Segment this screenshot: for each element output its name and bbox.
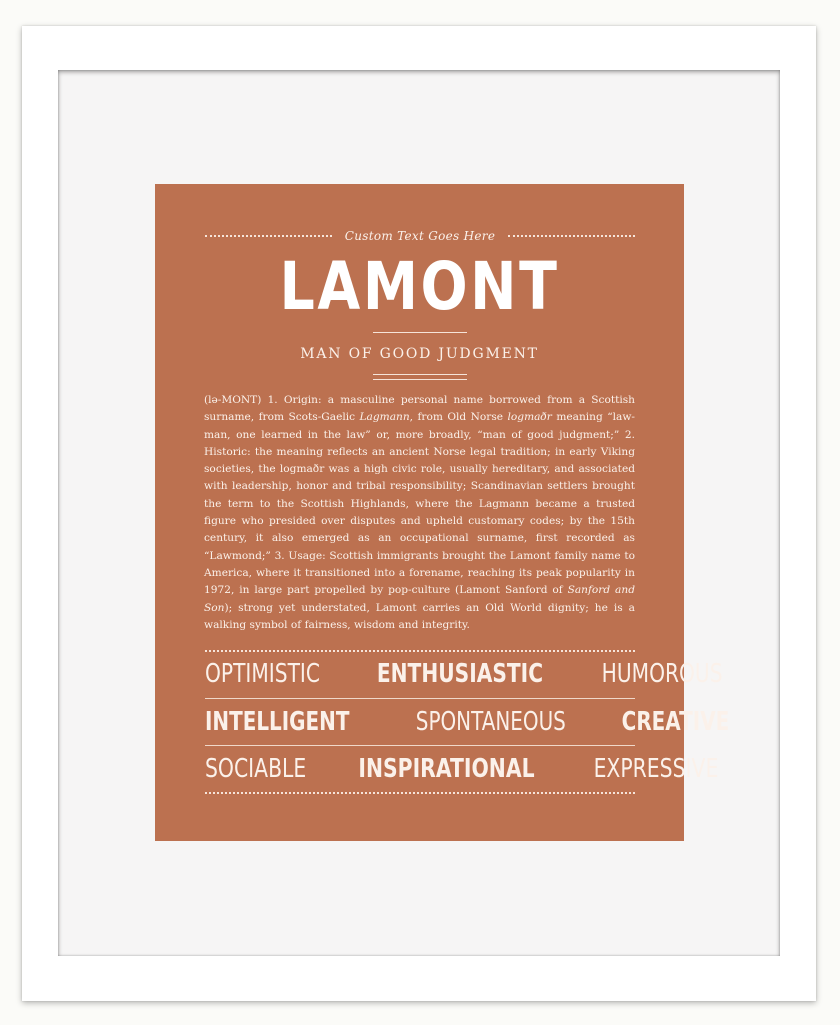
definition-italic: Lagmann bbox=[359, 411, 410, 424]
trait-row-3 bbox=[205, 749, 719, 789]
definition-part: meaning “law-man, one learned in the law” or, more broadly, “man of good judgment;” 2. Historic: the meaning reflects an ancient Norse legal tradition; in early Viking societies, the logmaðr was a high civic role, usually hereditary, and associated with leadership, honor and tribal responsibility; Scandinavian settlers brought the term to the Scottish Highlands, where the Lagmann became a trusted figure who presided over disputes and upheld customary codes; by the 15th century, it also emerged as an occupational surname, first recorded as “Lawmond;” 3. Usage: Scottish immigrants brought the Lamont family name to America, where it transitioned into a forename, reaching its peak popularity in 1972, in large part propelled by pop-culture (Lamont Sanford of bbox=[204, 411, 635, 597]
trait-word: EXPRESSIVE bbox=[593, 754, 719, 784]
definition-text bbox=[204, 392, 635, 634]
dotted-rule-bottom bbox=[205, 792, 635, 794]
name-meaning: MAN OF GOOD JUDGMENT bbox=[300, 346, 539, 362]
trait-word: HUMOROUS bbox=[601, 659, 723, 689]
trait-word: SOCIABLE bbox=[205, 754, 307, 784]
trait-word: SPONTANEOUS bbox=[416, 707, 567, 737]
definition-part: , from Old Norse bbox=[409, 411, 508, 424]
definition-italic: Sanford and Son bbox=[204, 584, 635, 614]
trait-row-1 bbox=[205, 654, 723, 694]
trait-separator bbox=[205, 698, 635, 699]
trait-row-2 bbox=[205, 702, 730, 742]
trait-word: CREATIVE bbox=[621, 707, 730, 737]
name-print bbox=[155, 184, 730, 841]
frame-mat bbox=[58, 70, 780, 956]
rule-below-meaning bbox=[373, 374, 467, 380]
name-title: LAMONT bbox=[279, 248, 560, 325]
trait-word: INTELLIGENT bbox=[205, 707, 350, 737]
dotted-rule-left bbox=[205, 235, 332, 237]
dotted-rule-right bbox=[508, 235, 635, 237]
definition-italic: logmaðr bbox=[507, 411, 552, 424]
custom-text-row bbox=[205, 224, 635, 248]
definition-part: ); strong yet understated, Lamont carries an Old World dignity; he is a walking symbol of fairness, wisdom and integrity. bbox=[204, 601, 635, 631]
trait-word: OPTIMISTIC bbox=[205, 659, 321, 689]
picture-frame bbox=[22, 26, 816, 1001]
rule-above-meaning bbox=[373, 332, 467, 333]
trait-word: ENTHUSIASTIC bbox=[376, 659, 544, 689]
dotted-rule-top bbox=[205, 650, 635, 652]
trait-separator bbox=[205, 745, 635, 746]
trait-word: INSPIRATIONAL bbox=[358, 754, 535, 784]
custom-text: Custom Text Goes Here bbox=[344, 229, 496, 243]
definition-part: (lə-MONT) 1. Origin: a masculine personal name borrowed from a Scottish surname, from Scots-Gaelic bbox=[204, 394, 635, 424]
